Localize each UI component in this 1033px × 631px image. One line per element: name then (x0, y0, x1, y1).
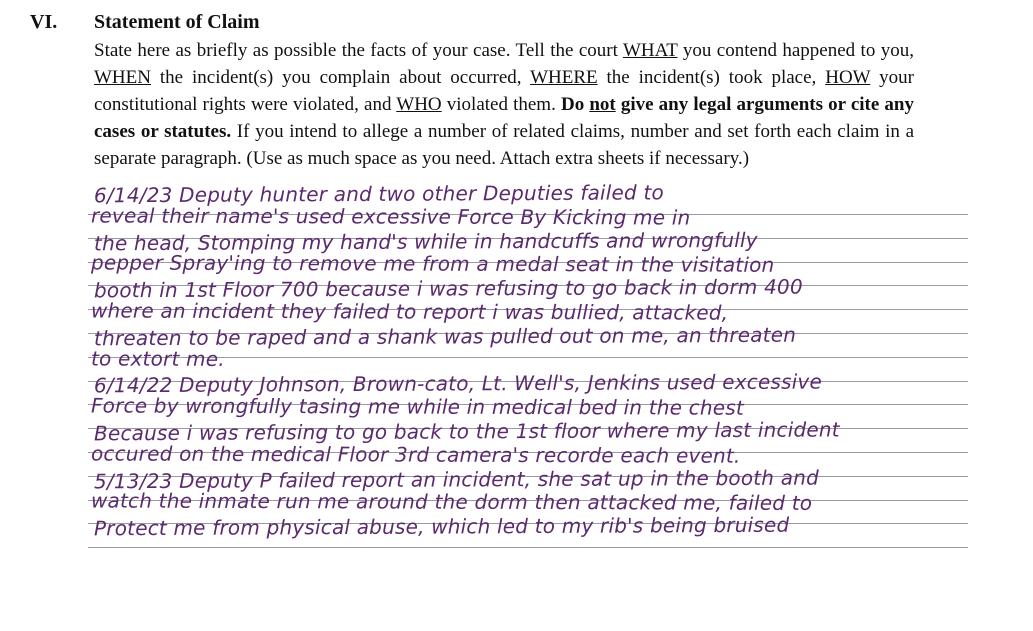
handwritten-line: the head, Stomping my hand's while in handcuffs and wrongfully (93, 227, 758, 255)
section-number: VI. (30, 11, 58, 33)
handwritten-statement (92, 182, 982, 539)
instructions-text: you contend happened to you, (677, 40, 914, 61)
keyword-what: WHAT (622, 40, 678, 61)
handwritten-line: reveal their name's used excessive Force By Kicking me in (90, 203, 691, 230)
handwritten-line: threaten to be raped and a shank was pulled out on me, an threaten (93, 322, 797, 351)
bold-do: Do (560, 94, 590, 115)
instructions-paragraph (94, 37, 914, 172)
bold-not: not (589, 94, 616, 115)
keyword-how: HOW (825, 67, 871, 88)
instructions-text: the incident(s) took place, (597, 67, 826, 88)
keyword-where: WHERE (530, 67, 598, 88)
handwritten-line: booth in 1st Floor 700 because i was refusing to go back in dorm 400 (93, 274, 803, 303)
keyword-when: WHEN (94, 67, 151, 88)
instructions-text: State here as briefly as possible the facts of your case. Tell the court (94, 40, 623, 61)
instructions-text: the incident(s) you complain about occurred, (150, 67, 531, 88)
rule-line (88, 547, 968, 548)
handwritten-line: Protect me from physical abuse, which led to my rib's being bruised (93, 512, 790, 541)
instructions-text: violated them. (441, 94, 561, 115)
handwritten-line: to extort me. (90, 346, 225, 371)
section-title: Statement of Claim (94, 11, 260, 33)
handwritten-line: Force by wrongfully tasing me while in medical bed in the chest (90, 393, 744, 420)
handwritten-line: occured on the medical Floor 3rd camera's recorde each event. (90, 441, 741, 468)
handwritten-line: pepper Spray'ing to remove me from a medal seat in the visitation (90, 250, 775, 278)
instructions-text: your constitutional rights were violated, and (94, 67, 914, 115)
bold-rest: give any legal arguments or cite any cases or statutes. (94, 94, 914, 142)
handwritten-line: 6/14/22 Deputy Johnson, Brown-cato, Lt. Well's, Jenkins used excessive (93, 369, 823, 398)
handwritten-line: 5/13/23 Deputy P failed report an incident, she sat up in the booth and (93, 465, 820, 493)
handwritten-line: 6/14/23 Deputy hunter and two other Deputies failed to (93, 180, 665, 208)
handwritten-line: Because i was refusing to go back to the 1st floor where my last incident (93, 417, 840, 446)
handwritten-line: watch the inmate run me around the dorm then attacked me, failed to (90, 488, 813, 516)
keyword-who: WHO (396, 94, 442, 115)
instructions-text: If you intend to allege a number of related claims, number and set forth each claim in a separate paragraph. (Use as much space as you need. Attach extra sheets if necessary.) (94, 121, 914, 169)
handwritten-line: where an incident they failed to report i was bullied, attacked, (90, 298, 729, 325)
